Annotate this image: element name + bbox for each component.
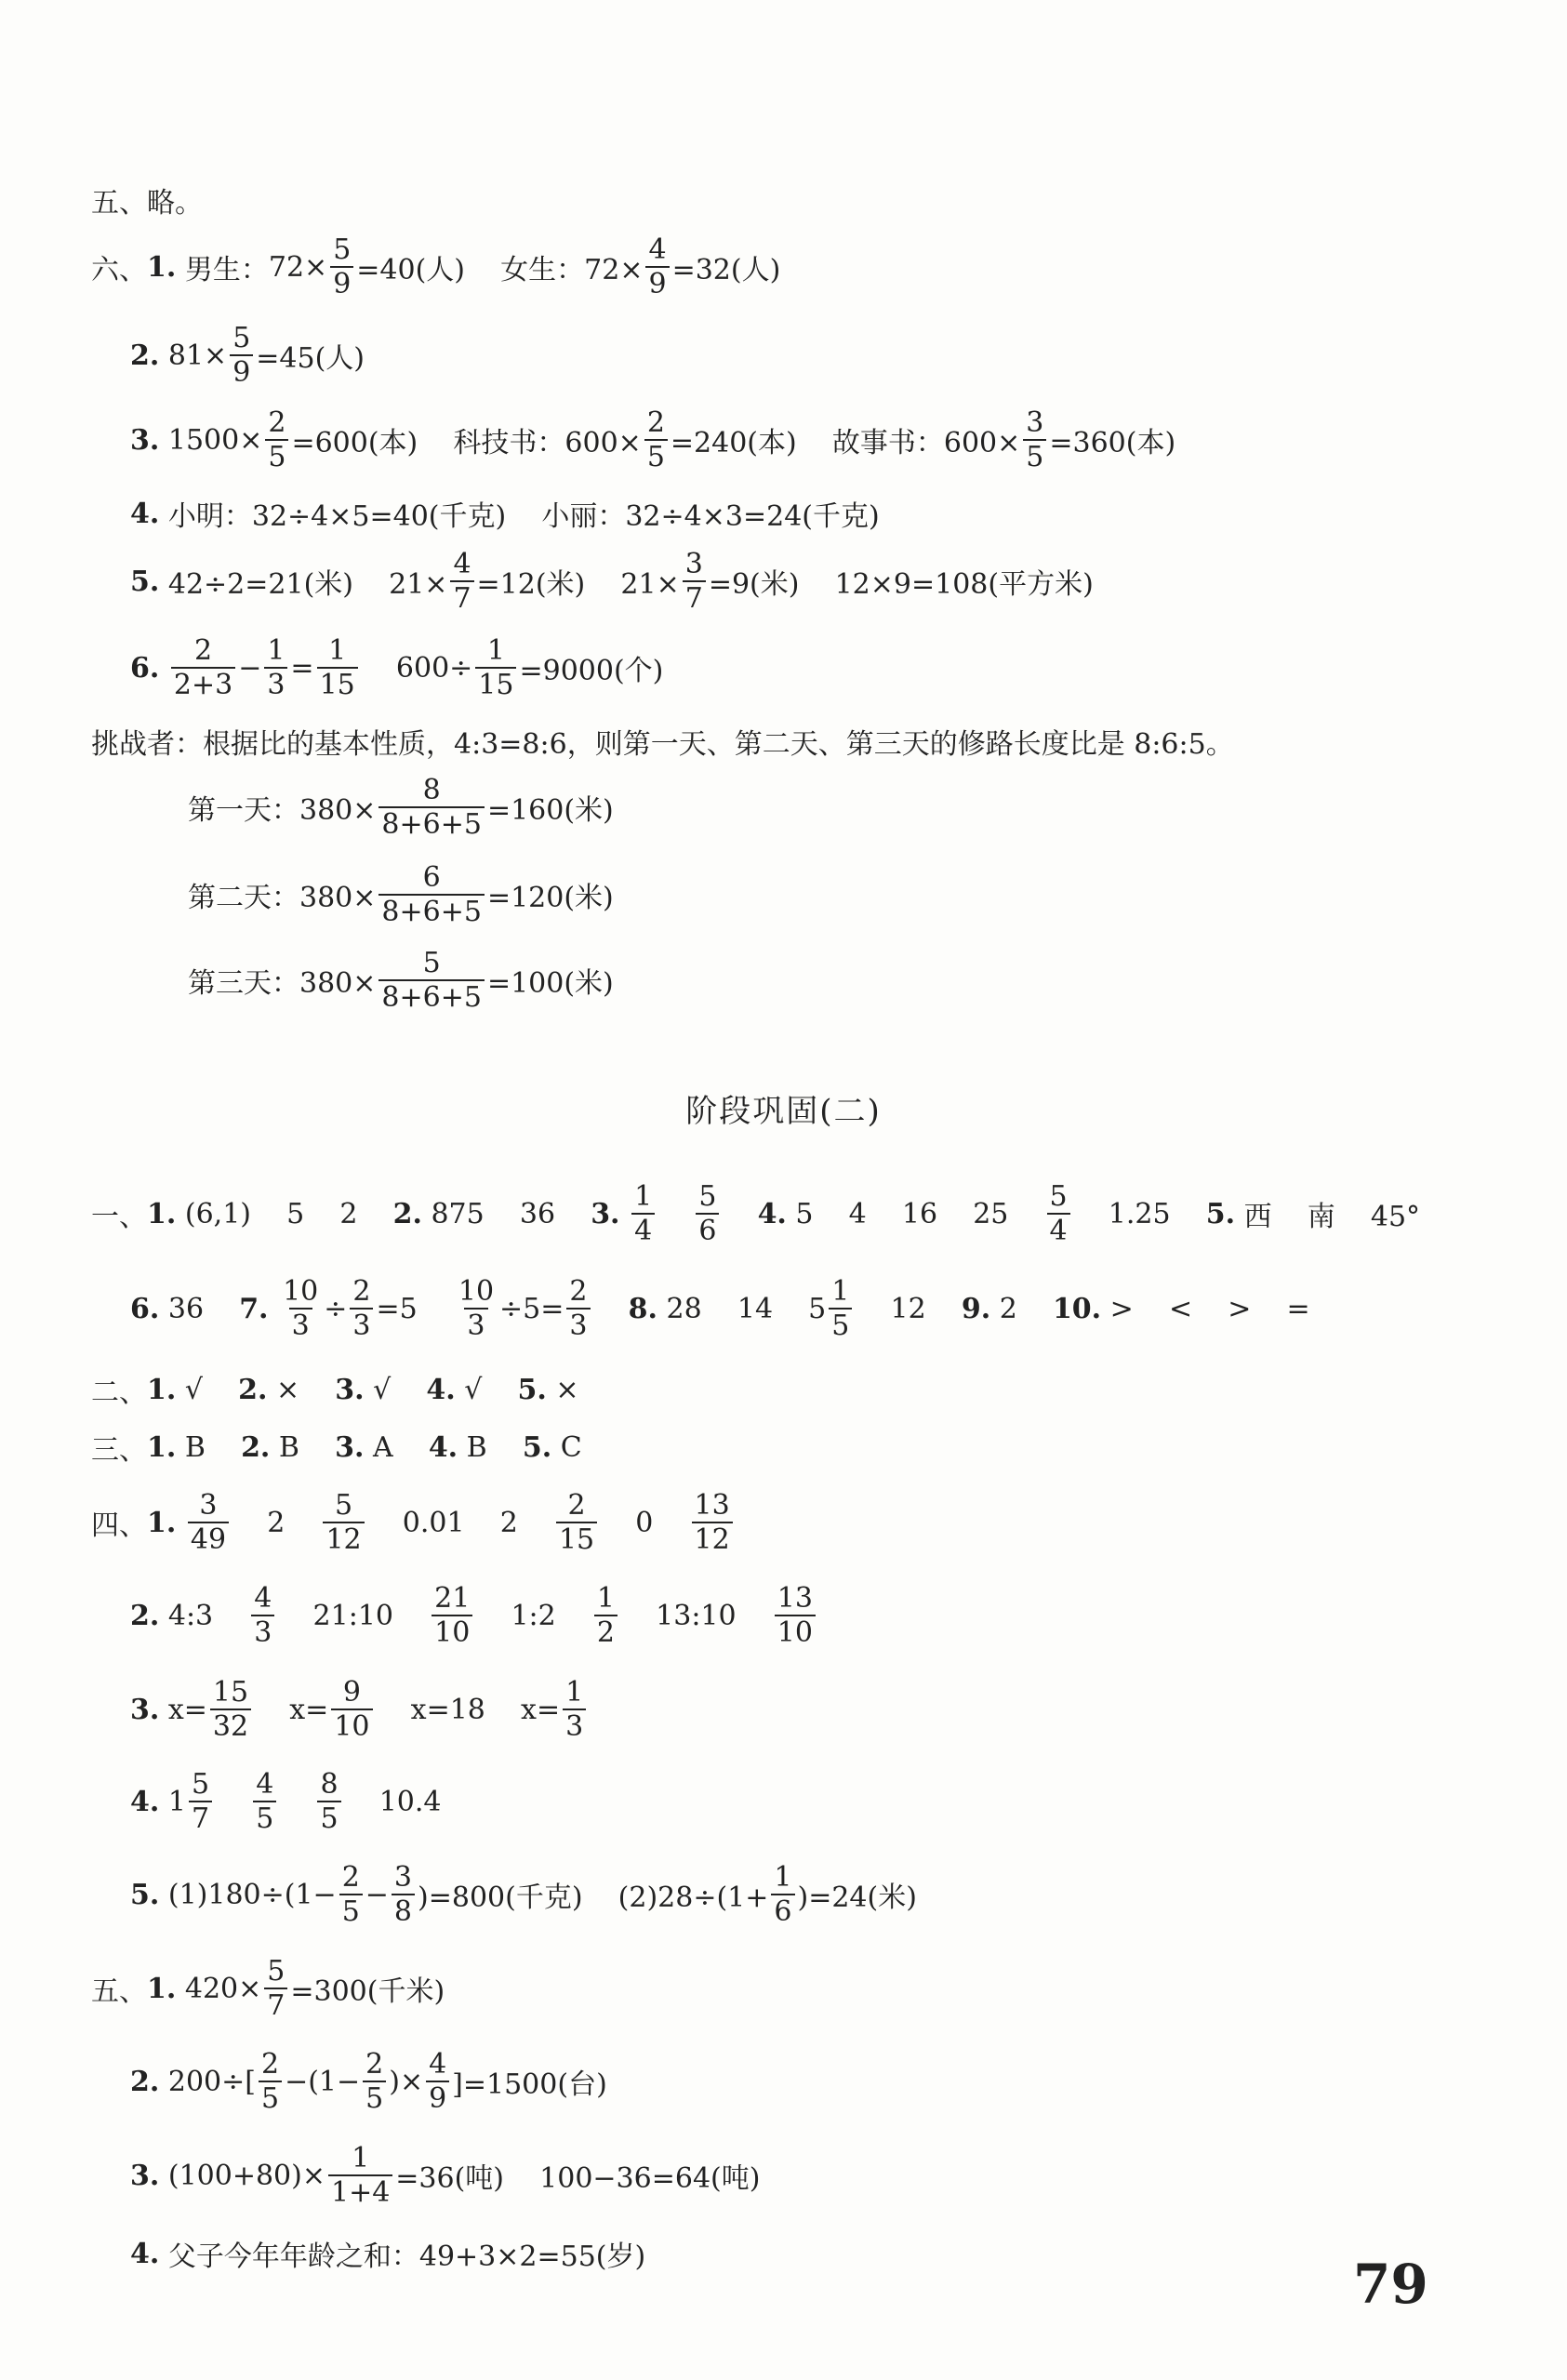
answer-text: 一、 bbox=[91, 1201, 147, 1233]
fraction-numerator: 5 bbox=[335, 1488, 353, 1522]
fraction bbox=[264, 1954, 287, 2022]
fraction bbox=[392, 1860, 415, 1928]
fraction-numerator: 4 bbox=[453, 547, 471, 580]
line-day-2 bbox=[188, 848, 614, 941]
fraction-denominator: 8 bbox=[392, 1894, 415, 1927]
answer-text: 三、 bbox=[91, 1434, 147, 1467]
item-number: 5. bbox=[517, 1373, 547, 1406]
fraction-denominator: 5 bbox=[339, 1894, 363, 1927]
fraction-numerator: 10 bbox=[283, 1274, 319, 1308]
fraction bbox=[456, 1274, 497, 1342]
fraction bbox=[829, 1274, 852, 1342]
fraction bbox=[230, 321, 253, 389]
fraction-numerator: 2 bbox=[341, 1860, 360, 1894]
fraction-denominator: 3 bbox=[251, 1615, 274, 1648]
answer-text: 72× bbox=[268, 250, 328, 284]
fraction-numerator: 21 bbox=[434, 1581, 471, 1615]
item-number: 3. bbox=[130, 423, 160, 457]
fraction-denominator: 12 bbox=[692, 1522, 733, 1555]
answer-text: x= bbox=[254, 1693, 329, 1726]
fraction-numerator: 5 bbox=[267, 1954, 286, 1988]
fraction bbox=[432, 1581, 472, 1649]
item-number: 1. bbox=[147, 1972, 177, 2005]
fraction-numerator: 5 bbox=[232, 321, 251, 354]
answer-text: 1500× bbox=[159, 423, 263, 457]
item-number: 3. bbox=[130, 2159, 160, 2192]
fraction-numerator: 3 bbox=[1026, 406, 1044, 439]
answer-text bbox=[269, 1293, 278, 1325]
fraction bbox=[683, 547, 706, 615]
fraction-numerator: 2 bbox=[260, 2047, 280, 2081]
fraction-denominator: 3 bbox=[563, 1709, 586, 1742]
fraction-denominator: 6 bbox=[696, 1213, 719, 1246]
fraction bbox=[378, 860, 485, 928]
fraction bbox=[1047, 1179, 1070, 1247]
fraction-denominator: 3 bbox=[464, 1308, 487, 1341]
answer-text: =5 bbox=[376, 1292, 453, 1325]
answer-text: =32(人) bbox=[671, 254, 781, 286]
fraction-numerator: 1 bbox=[486, 633, 505, 667]
fraction-denominator: 5 bbox=[259, 2081, 282, 2114]
line-six-2 bbox=[130, 309, 365, 402]
item-number: 9. bbox=[961, 1292, 991, 1325]
answer-text: ÷5= bbox=[499, 1292, 564, 1325]
fraction bbox=[339, 1860, 363, 1928]
fraction-numerator: 1 bbox=[267, 633, 286, 667]
fraction-numerator: 1 bbox=[352, 2141, 370, 2174]
answer-text: −(1− bbox=[285, 2065, 361, 2098]
line-five-1 bbox=[91, 1942, 445, 2035]
answer-text: = bbox=[290, 651, 314, 685]
answer-text bbox=[215, 1786, 250, 1818]
answer-text: 1:2 bbox=[475, 1599, 591, 1632]
item-number: 1. bbox=[147, 1197, 177, 1230]
answer-text: 4:3 bbox=[159, 1599, 249, 1632]
answer-text: 10.4 bbox=[343, 1785, 442, 1818]
line-one-6 bbox=[130, 1262, 1310, 1355]
fraction-denominator: 10 bbox=[432, 1615, 472, 1648]
fraction-denominator: 2+3 bbox=[171, 667, 235, 700]
fraction bbox=[1023, 408, 1046, 472]
answer-text: =360(本) bbox=[1049, 427, 1176, 459]
answer-text: B bbox=[176, 1430, 242, 1464]
line-four-3 bbox=[130, 1663, 589, 1756]
fraction-numerator: 2 bbox=[567, 1488, 586, 1522]
answer-text: > < > = bbox=[1101, 1292, 1310, 1325]
fraction-denominator: 9 bbox=[426, 2081, 449, 2114]
answer-text: B bbox=[270, 1430, 336, 1464]
line-four-4 bbox=[130, 1755, 442, 1848]
fraction-numerator: 1 bbox=[634, 1179, 653, 1213]
item-number: 4. bbox=[428, 1430, 458, 1464]
fraction-numerator: 5 bbox=[1049, 1179, 1068, 1213]
item-number: 3. bbox=[335, 1430, 365, 1464]
item-number: 8. bbox=[628, 1292, 657, 1325]
item-number: 1. bbox=[147, 1506, 177, 1539]
answer-text: √ bbox=[176, 1373, 239, 1406]
answer-text bbox=[176, 1507, 185, 1539]
fraction-denominator: 5 bbox=[829, 1308, 852, 1341]
answer-text: 2 bbox=[990, 1292, 1053, 1325]
fraction-denominator: 10 bbox=[775, 1615, 816, 1648]
answer-text: 第二天：380× bbox=[188, 882, 377, 914]
answer-text bbox=[279, 1786, 314, 1818]
fraction-denominator: 5 bbox=[317, 1801, 340, 1834]
fraction bbox=[692, 1488, 733, 1556]
fraction-numerator: 2 bbox=[646, 406, 665, 439]
fraction bbox=[171, 633, 235, 701]
item-number: 4. bbox=[130, 1785, 160, 1818]
answer-text: 36 bbox=[159, 1292, 240, 1325]
fraction-denominator: 8+6+5 bbox=[378, 894, 485, 927]
answer-text: =40(人) 女生：72× bbox=[356, 254, 644, 286]
fraction-numerator: 1 bbox=[774, 1860, 792, 1894]
item-number: 3. bbox=[591, 1197, 620, 1230]
answer-text: x= bbox=[159, 1693, 207, 1726]
answer-text bbox=[620, 1198, 630, 1230]
answer-text: − bbox=[238, 651, 262, 685]
fraction-numerator: 4 bbox=[429, 2047, 447, 2081]
line-one-1 bbox=[91, 1167, 1420, 1260]
fraction-denominator: 7 bbox=[683, 580, 706, 614]
fraction-denominator: 5 bbox=[265, 439, 288, 472]
answer-text: 12 bbox=[855, 1292, 962, 1325]
fraction bbox=[331, 1675, 372, 1743]
item-number: 10. bbox=[1052, 1292, 1102, 1325]
answer-text: 五、略。 bbox=[91, 187, 203, 219]
fraction bbox=[771, 1860, 794, 1928]
fraction bbox=[251, 1581, 274, 1649]
fraction-denominator: 49 bbox=[188, 1522, 229, 1555]
answer-text: 2 bbox=[232, 1506, 321, 1539]
fraction-denominator: 5 bbox=[644, 439, 668, 472]
fraction bbox=[323, 1488, 364, 1556]
answer-text: 男生： bbox=[176, 254, 269, 286]
fraction-numerator: 3 bbox=[684, 547, 703, 580]
fraction bbox=[265, 408, 288, 472]
fraction-denominator: 6 bbox=[771, 1894, 794, 1927]
fraction-denominator: 12 bbox=[323, 1522, 364, 1555]
fraction-denominator: 9 bbox=[645, 266, 669, 299]
fraction-denominator: 3 bbox=[566, 1308, 590, 1341]
answer-text: 28 14 5 bbox=[657, 1292, 827, 1325]
answer-text: 420× bbox=[176, 1972, 262, 2005]
answer-text: 四、 bbox=[91, 1509, 147, 1542]
fraction-denominator: 2 bbox=[594, 1615, 618, 1648]
fraction-denominator: 9 bbox=[230, 354, 253, 388]
answer-text: =9000(个) bbox=[519, 655, 664, 687]
answer-text: 六、 bbox=[91, 254, 147, 286]
fraction-numerator: 4 bbox=[256, 1767, 274, 1801]
fraction-numerator: 15 bbox=[212, 1675, 249, 1709]
answer-text: =240(本) 故事书：600× bbox=[670, 427, 1021, 459]
answer-text: 1 bbox=[159, 1785, 186, 1818]
item-number: 3. bbox=[130, 1693, 160, 1726]
page-number: 79 bbox=[1353, 2253, 1428, 2316]
answer-text: 第三天：380× bbox=[188, 967, 377, 1000]
answer-text: (1)180÷(1− bbox=[159, 1878, 337, 1911]
answer-text: 42÷2=21(米) 21× bbox=[159, 568, 448, 601]
answer-text: ÷ bbox=[324, 1292, 348, 1325]
fraction-denominator: 10 bbox=[331, 1709, 372, 1742]
answer-text: 0 bbox=[600, 1506, 689, 1539]
fraction-numerator: 1 bbox=[565, 1675, 584, 1709]
fraction-numerator: 2 bbox=[365, 2047, 384, 2081]
line-six-1 bbox=[91, 220, 780, 313]
fraction-denominator: 1+4 bbox=[328, 2174, 392, 2208]
answer-text: )× bbox=[389, 2065, 424, 2098]
answer-text bbox=[159, 652, 168, 685]
fraction bbox=[253, 1767, 276, 1835]
answer-text bbox=[722, 1198, 757, 1230]
item-number: 4. bbox=[757, 1197, 787, 1230]
fraction bbox=[350, 1274, 373, 1342]
fraction bbox=[378, 946, 485, 1014]
item-number: 2. bbox=[130, 2065, 160, 2098]
fraction-numerator: 4 bbox=[254, 1581, 272, 1615]
answer-text: 21:10 bbox=[277, 1599, 430, 1632]
fraction-numerator: 13 bbox=[694, 1488, 730, 1522]
fraction bbox=[594, 1581, 618, 1649]
answer-text: =160(米) bbox=[486, 794, 614, 827]
fraction bbox=[328, 2141, 392, 2209]
item-number: 2. bbox=[130, 339, 160, 372]
item-number: 5. bbox=[1205, 1197, 1236, 1230]
item-number: 6. bbox=[130, 1292, 160, 1325]
fraction-denominator: 3 bbox=[264, 667, 287, 700]
answer-text: √ bbox=[455, 1373, 518, 1406]
answer-text: 13:10 bbox=[620, 1599, 772, 1632]
item-number: 3. bbox=[335, 1373, 365, 1406]
fraction bbox=[645, 235, 669, 299]
answer-text: x=18 x= bbox=[375, 1693, 561, 1726]
item-number: 1. bbox=[147, 1373, 177, 1406]
fraction-numerator: 3 bbox=[393, 1860, 413, 1894]
fraction bbox=[259, 2047, 282, 2115]
item-number: 4. bbox=[130, 497, 160, 530]
item-number: 1. bbox=[147, 1430, 177, 1464]
line-five-2 bbox=[130, 2035, 607, 2128]
answer-text: =100(米) bbox=[486, 967, 614, 1000]
item-number: 5. bbox=[522, 1430, 552, 1464]
item-number: 4. bbox=[130, 2237, 160, 2270]
item-number: 2. bbox=[241, 1430, 271, 1464]
fraction-numerator: 5 bbox=[191, 1767, 210, 1801]
fraction bbox=[363, 2047, 386, 2115]
fraction-denominator: 8+6+5 bbox=[378, 979, 485, 1013]
fraction bbox=[330, 235, 353, 299]
answer-text: 二、 bbox=[91, 1376, 147, 1409]
fraction bbox=[631, 1179, 655, 1247]
item-number: 2. bbox=[392, 1197, 422, 1230]
answer-text: B bbox=[458, 1430, 523, 1464]
answer-text: =9(米) 12×9=108(平方米) bbox=[708, 568, 1094, 601]
fraction-numerator: 5 bbox=[422, 946, 441, 979]
fraction-denominator: 9 bbox=[330, 266, 353, 299]
fraction-numerator: 8 bbox=[422, 773, 441, 806]
fraction-numerator: 10 bbox=[458, 1274, 495, 1308]
fraction-numerator: 5 bbox=[333, 233, 352, 266]
fraction-numerator: 5 bbox=[698, 1179, 717, 1213]
fraction-denominator: 8+6+5 bbox=[378, 806, 485, 840]
fraction-denominator: 15 bbox=[475, 667, 516, 700]
fraction-denominator: 15 bbox=[556, 1522, 597, 1555]
answer-text: =45(人) bbox=[256, 342, 365, 375]
answer-text: 小明：32÷4×5=40(千克) 小丽：32÷4×3=24(千克) bbox=[159, 500, 880, 533]
fraction-numerator: 6 bbox=[422, 860, 441, 894]
fraction bbox=[210, 1675, 251, 1743]
answer-text: C bbox=[551, 1430, 582, 1464]
fraction-denominator: 7 bbox=[189, 1801, 212, 1834]
answer-text: × bbox=[267, 1373, 336, 1406]
fraction-numerator: 9 bbox=[342, 1675, 361, 1709]
item-number: 6. bbox=[130, 651, 160, 685]
answer-text: ]=1500(台) bbox=[452, 2068, 607, 2101]
fraction-numerator: 2 bbox=[569, 1274, 588, 1308]
answer-text: 600÷ bbox=[360, 651, 473, 685]
answer-text: 父子今年年龄之和：49+3×2=55(岁) bbox=[159, 2240, 646, 2273]
answer-text: A bbox=[364, 1430, 429, 1464]
fraction-denominator: 32 bbox=[210, 1709, 251, 1742]
fraction bbox=[775, 1581, 816, 1649]
fraction-denominator: 15 bbox=[317, 667, 358, 700]
fraction bbox=[475, 633, 516, 701]
answer-text: =36(吨) 100−36=64(吨) bbox=[395, 2162, 761, 2195]
item-number: 2. bbox=[238, 1373, 268, 1406]
fraction bbox=[566, 1274, 590, 1342]
fraction-denominator: 7 bbox=[450, 580, 473, 614]
answer-text: 1.25 bbox=[1072, 1197, 1206, 1230]
line-four-1 bbox=[91, 1476, 736, 1569]
answer-text: =600(本) 科技书：600× bbox=[291, 427, 642, 459]
answer-text: − bbox=[365, 1878, 389, 1911]
fraction bbox=[644, 408, 668, 472]
answer-text: (6,1) 5 2 bbox=[176, 1197, 393, 1230]
line-four-2 bbox=[130, 1569, 818, 1662]
fraction bbox=[426, 2047, 449, 2115]
fraction-numerator: 2 bbox=[352, 1274, 371, 1308]
answer-text: 西 南 45° bbox=[1235, 1201, 1421, 1233]
answer-text: 5 4 16 25 bbox=[786, 1197, 1044, 1230]
fraction bbox=[556, 1488, 597, 1556]
answer-text: 81× bbox=[159, 339, 228, 372]
item-number: 5. bbox=[130, 1878, 160, 1911]
answer-text: 0.01 2 bbox=[366, 1506, 553, 1539]
answer-text: √ bbox=[364, 1373, 427, 1406]
item-number: 7. bbox=[239, 1292, 269, 1325]
line-five-4 bbox=[130, 2207, 645, 2300]
item-number: 1. bbox=[147, 250, 177, 284]
fraction-numerator: 4 bbox=[648, 233, 667, 266]
answer-text: =300(千米) bbox=[290, 1975, 445, 2008]
fraction-denominator: 5 bbox=[363, 2081, 386, 2114]
fraction-denominator: 3 bbox=[289, 1308, 312, 1341]
fraction-denominator: 7 bbox=[264, 1988, 287, 2021]
answer-text: )=24(米) bbox=[797, 1881, 917, 1914]
answer-text bbox=[657, 1198, 693, 1230]
fraction-denominator: 4 bbox=[1047, 1213, 1070, 1246]
answer-text: =12(米) 21× bbox=[476, 568, 680, 601]
fraction-numerator: 13 bbox=[777, 1581, 813, 1615]
fraction bbox=[189, 1767, 212, 1835]
answer-text: (100+80)× bbox=[159, 2159, 325, 2192]
item-number: 4. bbox=[426, 1373, 456, 1406]
answer-text: 挑战者：根据比的基本性质，4:3=8:6，则第一天、第二天、第三天的修路长度比是 8:6:5。 bbox=[91, 728, 1234, 761]
item-number: 5. bbox=[130, 565, 160, 598]
fraction bbox=[264, 633, 287, 701]
answer-text: 五、 bbox=[91, 1975, 147, 2008]
fraction bbox=[317, 1767, 340, 1835]
line-day-3 bbox=[188, 934, 614, 1027]
line-four-5 bbox=[130, 1848, 917, 1941]
fraction-numerator: 8 bbox=[320, 1767, 339, 1801]
fraction bbox=[450, 547, 473, 615]
fraction bbox=[188, 1488, 229, 1556]
line-six-5 bbox=[130, 535, 1094, 628]
item-number: 2. bbox=[130, 1599, 160, 1632]
fraction bbox=[563, 1675, 586, 1743]
fraction-numerator: 1 bbox=[328, 633, 347, 667]
answer-text: 875 36 bbox=[421, 1197, 591, 1230]
answer-text: )=800(千克) (2)28÷(1+ bbox=[418, 1881, 769, 1914]
fraction-denominator: 3 bbox=[350, 1308, 373, 1341]
fraction-numerator: 1 bbox=[596, 1581, 615, 1615]
fraction-numerator: 1 bbox=[831, 1274, 850, 1308]
fraction bbox=[280, 1274, 321, 1342]
answer-text: 200÷[ bbox=[159, 2065, 256, 2098]
fraction-numerator: 2 bbox=[268, 406, 286, 439]
fraction bbox=[317, 633, 358, 701]
answer-text: 第一天：380× bbox=[188, 794, 377, 827]
fraction-numerator: 2 bbox=[193, 633, 213, 667]
fraction bbox=[378, 773, 485, 841]
fraction bbox=[696, 1179, 719, 1247]
fraction-denominator: 5 bbox=[253, 1801, 276, 1834]
section-title: 阶段巩固(二) bbox=[685, 1093, 882, 1130]
answer-text: =120(米) bbox=[486, 882, 614, 914]
line-day-1 bbox=[188, 761, 614, 854]
answer-text bbox=[593, 1293, 629, 1325]
fraction-denominator: 4 bbox=[631, 1213, 655, 1246]
fraction-denominator: 5 bbox=[1023, 439, 1046, 472]
fraction-numerator: 3 bbox=[199, 1488, 218, 1522]
answer-text: × bbox=[546, 1373, 579, 1406]
